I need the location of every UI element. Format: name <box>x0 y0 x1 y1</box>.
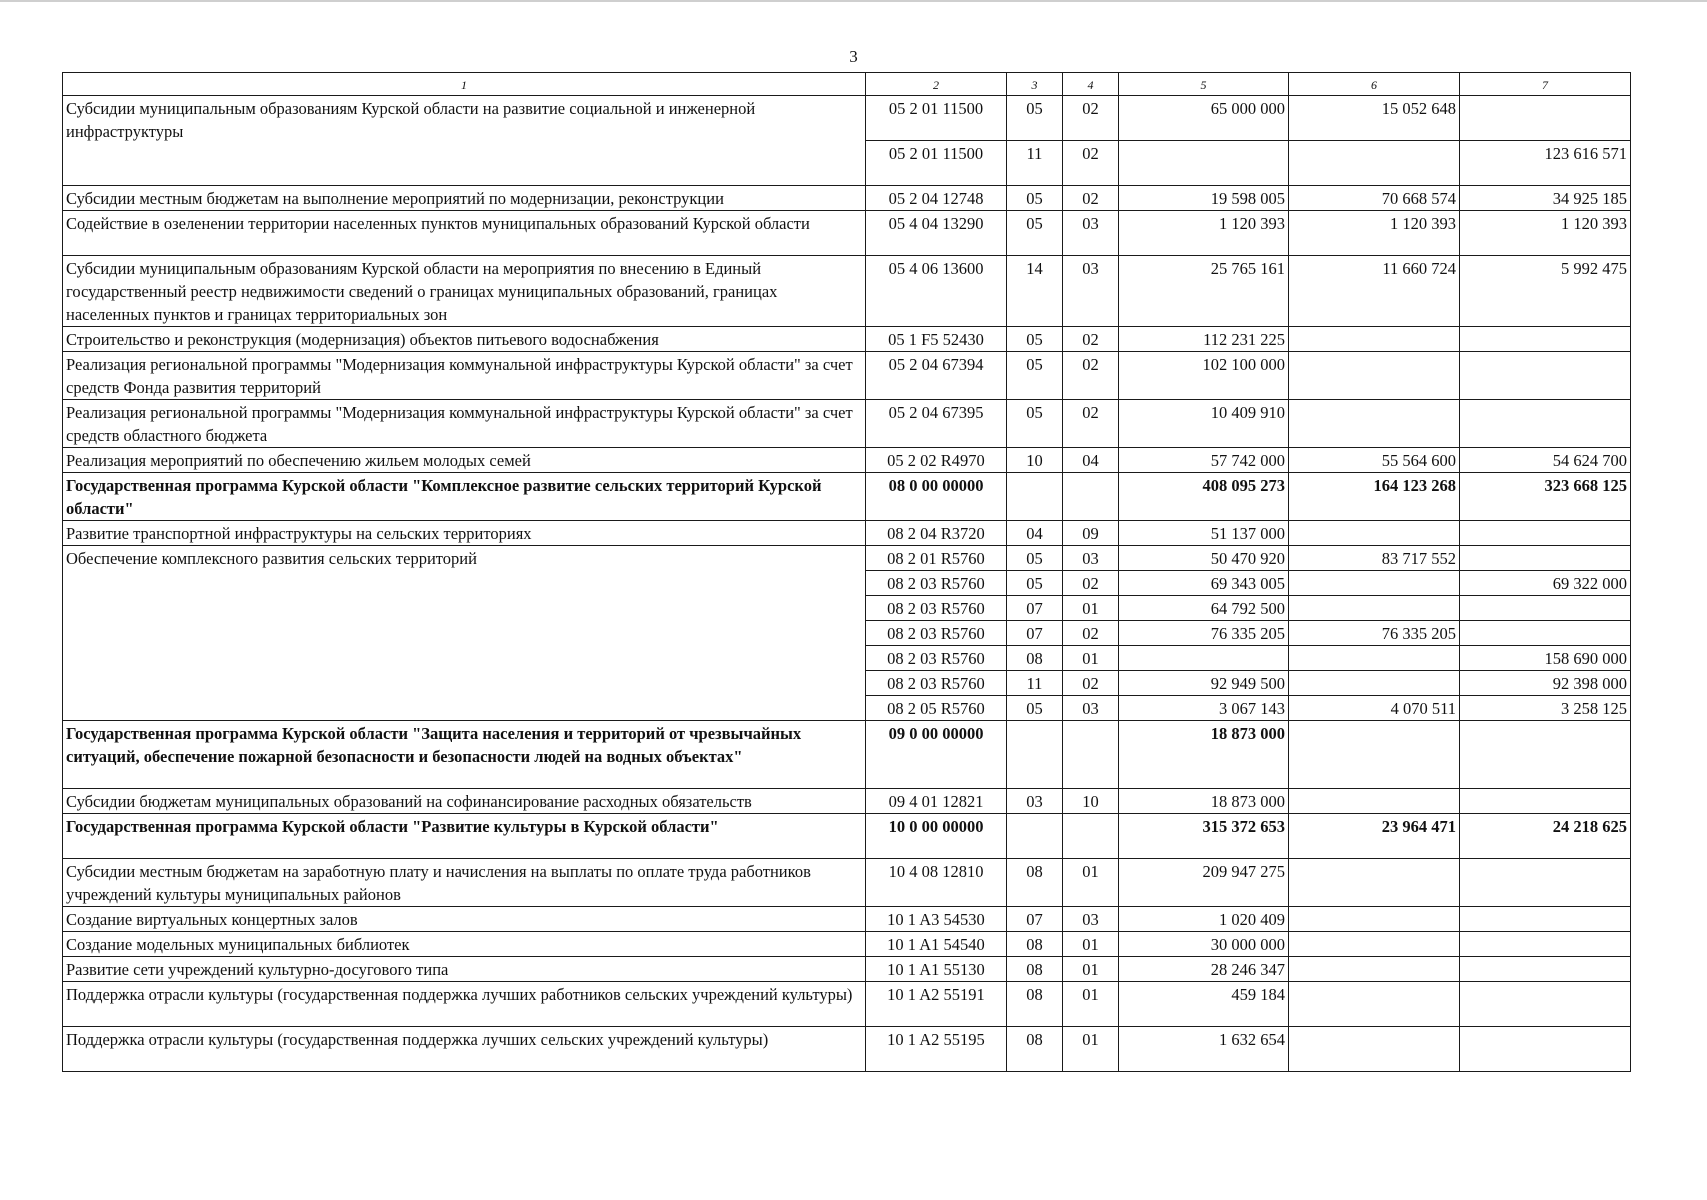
amount-col5-cell: 51 137 000 <box>1119 521 1289 546</box>
amount-col7-cell <box>1460 1027 1631 1072</box>
amount-col5-cell: 65 000 000 <box>1119 96 1289 141</box>
amount-col7-cell <box>1460 907 1631 932</box>
section-cell: 05 <box>1007 327 1063 352</box>
budget-code-cell: 08 2 03 R5760 <box>866 621 1007 646</box>
amount-col5-cell: 64 792 500 <box>1119 596 1289 621</box>
subsection-cell: 02 <box>1063 671 1119 696</box>
section-cell: 05 <box>1007 211 1063 256</box>
budget-code-cell: 05 4 06 13600 <box>866 256 1007 327</box>
description-cell: Государственная программа Курской области "Развитие культуры в Курской области" <box>63 814 866 859</box>
amount-col5-cell: 18 873 000 <box>1119 721 1289 789</box>
amount-col6-cell: 15 052 648 <box>1289 96 1460 141</box>
section-cell: 05 <box>1007 400 1063 448</box>
description-cell: Развитие транспортной инфраструктуры на сельских территориях <box>63 521 866 546</box>
subsection-cell: 02 <box>1063 141 1119 186</box>
budget-code-cell: 10 1 A2 55195 <box>866 1027 1007 1072</box>
amount-col7-cell <box>1460 596 1631 621</box>
budget-code-cell: 05 2 04 67395 <box>866 400 1007 448</box>
amount-col5-cell: 315 372 653 <box>1119 814 1289 859</box>
amount-col5-cell: 69 343 005 <box>1119 571 1289 596</box>
amount-col6-cell <box>1289 859 1460 907</box>
amount-col7-cell <box>1460 521 1631 546</box>
budget-code-cell: 05 2 04 12748 <box>866 186 1007 211</box>
amount-col5-cell: 76 335 205 <box>1119 621 1289 646</box>
budget-code-cell: 05 1 F5 52430 <box>866 327 1007 352</box>
budget-code-cell: 10 1 A3 54530 <box>866 907 1007 932</box>
budget-code-cell: 05 2 01 11500 <box>866 141 1007 186</box>
amount-col5-cell: 30 000 000 <box>1119 932 1289 957</box>
description-cell: Развитие сети учреждений культурно-досугового типа <box>63 957 866 982</box>
table-row <box>63 957 1631 982</box>
budget-code-cell: 08 0 00 00000 <box>866 473 1007 521</box>
budget-code-cell: 05 4 04 13290 <box>866 211 1007 256</box>
amount-col6-cell <box>1289 671 1460 696</box>
amount-col6-cell <box>1289 141 1460 186</box>
amount-col5-cell <box>1119 141 1289 186</box>
amount-col5-cell: 459 184 <box>1119 982 1289 1027</box>
column-header: 2 <box>866 73 1007 96</box>
section-cell: 07 <box>1007 907 1063 932</box>
table-row <box>63 982 1631 1027</box>
section-cell: 10 <box>1007 448 1063 473</box>
budget-code-cell: 05 2 02 R4970 <box>866 448 1007 473</box>
budget-code-cell: 08 2 01 R5760 <box>866 546 1007 571</box>
section-cell: 05 <box>1007 546 1063 571</box>
budget-code-cell: 08 2 03 R5760 <box>866 571 1007 596</box>
amount-col6-cell <box>1289 327 1460 352</box>
budget-code-cell: 08 2 05 R5760 <box>866 696 1007 721</box>
budget-code-cell: 10 1 A1 54540 <box>866 932 1007 957</box>
column-header: 5 <box>1119 73 1289 96</box>
amount-col5-cell: 28 246 347 <box>1119 957 1289 982</box>
amount-col7-cell <box>1460 789 1631 814</box>
table-row <box>63 96 1631 141</box>
section-cell: 08 <box>1007 982 1063 1027</box>
amount-col5-cell: 1 632 654 <box>1119 1027 1289 1072</box>
table-row <box>63 327 1631 352</box>
amount-col5-cell: 1 120 393 <box>1119 211 1289 256</box>
section-cell: 08 <box>1007 859 1063 907</box>
amount-col6-cell: 1 120 393 <box>1289 211 1460 256</box>
subsection-cell: 03 <box>1063 907 1119 932</box>
subsection-cell: 10 <box>1063 789 1119 814</box>
table-row <box>63 352 1631 400</box>
description-cell: Субсидии бюджетам муниципальных образований на софинансирование расходных обязательств <box>63 789 866 814</box>
section-cell: 05 <box>1007 571 1063 596</box>
amount-col7-cell <box>1460 546 1631 571</box>
subsection-cell <box>1063 473 1119 521</box>
amount-col7-cell: 92 398 000 <box>1460 671 1631 696</box>
table-row <box>63 932 1631 957</box>
section-cell: 05 <box>1007 96 1063 141</box>
subsection-cell: 02 <box>1063 352 1119 400</box>
amount-col7-cell: 69 322 000 <box>1460 571 1631 596</box>
section-cell: 03 <box>1007 789 1063 814</box>
column-header: 3 <box>1007 73 1063 96</box>
amount-col7-cell: 54 624 700 <box>1460 448 1631 473</box>
description-cell: Создание виртуальных концертных залов <box>63 907 866 932</box>
column-header: 7 <box>1460 73 1631 96</box>
section-cell: 08 <box>1007 957 1063 982</box>
amount-col5-cell: 102 100 000 <box>1119 352 1289 400</box>
description-cell: Реализация региональной программы "Модернизация коммунальной инфраструктуры Курской области" за счет средств областного бюджета <box>63 400 866 448</box>
amount-col5-cell: 92 949 500 <box>1119 671 1289 696</box>
amount-col7-cell <box>1460 621 1631 646</box>
section-cell <box>1007 814 1063 859</box>
section-cell: 07 <box>1007 621 1063 646</box>
subsection-cell: 03 <box>1063 211 1119 256</box>
description-cell: Государственная программа Курской области "Комплексное развитие сельских территорий Курской области" <box>63 473 866 521</box>
amount-col6-cell <box>1289 596 1460 621</box>
description-cell: Субсидии муниципальным образованиям Курской области на развитие социальной и инженерной инфраструктуры <box>63 96 866 186</box>
amount-col5-cell <box>1119 646 1289 671</box>
amount-col6-cell: 76 335 205 <box>1289 621 1460 646</box>
subsection-cell: 02 <box>1063 96 1119 141</box>
table-row <box>63 907 1631 932</box>
amount-col6-cell: 4 070 511 <box>1289 696 1460 721</box>
table-row <box>63 186 1631 211</box>
subsection-cell: 01 <box>1063 596 1119 621</box>
amount-col5-cell: 10 409 910 <box>1119 400 1289 448</box>
column-header: 1 <box>63 73 866 96</box>
budget-code-cell: 10 1 A2 55191 <box>866 982 1007 1027</box>
subsection-cell <box>1063 721 1119 789</box>
amount-col5-cell: 3 067 143 <box>1119 696 1289 721</box>
description-cell: Содействие в озеленении территории населенных пунктов муниципальных образований Курской области <box>63 211 866 256</box>
amount-col7-cell <box>1460 721 1631 789</box>
subsection-cell: 02 <box>1063 186 1119 211</box>
subsection-cell <box>1063 814 1119 859</box>
amount-col6-cell: 11 660 724 <box>1289 256 1460 327</box>
description-cell: Субсидии муниципальным образованиям Курской области на мероприятия по внесению в Единый государственный реестр недвижимости сведений о границах муниципальных образований, границах населенных пунктов и границах территориальных зон <box>63 256 866 327</box>
amount-col7-cell <box>1460 932 1631 957</box>
table-body <box>63 96 1631 1072</box>
budget-code-cell: 08 2 04 R3720 <box>866 521 1007 546</box>
amount-col7-cell: 1 120 393 <box>1460 211 1631 256</box>
table-row <box>63 521 1631 546</box>
subsection-cell: 01 <box>1063 646 1119 671</box>
budget-code-cell: 10 0 00 00000 <box>866 814 1007 859</box>
amount-col5-cell: 18 873 000 <box>1119 789 1289 814</box>
amount-col7-cell <box>1460 400 1631 448</box>
table-row <box>63 1027 1631 1072</box>
subsection-cell: 09 <box>1063 521 1119 546</box>
amount-col6-cell: 83 717 552 <box>1289 546 1460 571</box>
amount-col7-cell: 158 690 000 <box>1460 646 1631 671</box>
budget-code-cell: 08 2 03 R5760 <box>866 646 1007 671</box>
amount-col5-cell: 50 470 920 <box>1119 546 1289 571</box>
table-row <box>63 400 1631 448</box>
subsection-cell: 01 <box>1063 982 1119 1027</box>
table-row <box>63 721 1631 789</box>
page-number: 3 <box>849 47 858 66</box>
section-cell: 04 <box>1007 521 1063 546</box>
description-cell: Поддержка отрасли культуры (государственная поддержка лучших сельских учреждений культуры) <box>63 1027 866 1072</box>
amount-col6-cell <box>1289 521 1460 546</box>
section-cell: 05 <box>1007 186 1063 211</box>
amount-col6-cell <box>1289 957 1460 982</box>
budget-code-cell: 09 0 00 00000 <box>866 721 1007 789</box>
amount-col6-cell: 55 564 600 <box>1289 448 1460 473</box>
subsection-cell: 01 <box>1063 932 1119 957</box>
subsection-cell: 01 <box>1063 1027 1119 1072</box>
amount-col6-cell <box>1289 721 1460 789</box>
description-cell: Реализация мероприятий по обеспечению жильем молодых семей <box>63 448 866 473</box>
subsection-cell: 03 <box>1063 546 1119 571</box>
amount-col7-cell <box>1460 859 1631 907</box>
amount-col7-cell <box>1460 982 1631 1027</box>
amount-col7-cell: 34 925 185 <box>1460 186 1631 211</box>
column-number-row <box>63 73 1631 96</box>
amount-col6-cell: 70 668 574 <box>1289 186 1460 211</box>
section-cell: 05 <box>1007 352 1063 400</box>
amount-col7-cell: 123 616 571 <box>1460 141 1631 186</box>
budget-code-cell: 08 2 03 R5760 <box>866 671 1007 696</box>
description-cell: Субсидии местным бюджетам на заработную плату и начисления на выплаты по оплате труда работников учреждений культуры муниципальных районов <box>63 859 866 907</box>
description-cell: Обеспечение комплексного развития сельских территорий <box>63 546 866 721</box>
amount-col5-cell: 112 231 225 <box>1119 327 1289 352</box>
section-cell <box>1007 473 1063 521</box>
column-header: 4 <box>1063 73 1119 96</box>
amount-col6-cell: 23 964 471 <box>1289 814 1460 859</box>
amount-col7-cell: 323 668 125 <box>1460 473 1631 521</box>
table-row <box>63 473 1631 521</box>
amount-col5-cell: 1 020 409 <box>1119 907 1289 932</box>
table-row <box>63 814 1631 859</box>
budget-code-cell: 09 4 01 12821 <box>866 789 1007 814</box>
amount-col6-cell <box>1289 400 1460 448</box>
section-cell: 08 <box>1007 646 1063 671</box>
section-cell: 11 <box>1007 671 1063 696</box>
description-cell: Строительство и реконструкция (модернизация) объектов питьевого водоснабжения <box>63 327 866 352</box>
subsection-cell: 02 <box>1063 327 1119 352</box>
amount-col6-cell <box>1289 571 1460 596</box>
amount-col5-cell: 57 742 000 <box>1119 448 1289 473</box>
amount-col7-cell <box>1460 96 1631 141</box>
amount-col6-cell <box>1289 982 1460 1027</box>
section-cell: 08 <box>1007 932 1063 957</box>
amount-col5-cell: 209 947 275 <box>1119 859 1289 907</box>
amount-col6-cell <box>1289 932 1460 957</box>
section-cell: 08 <box>1007 1027 1063 1072</box>
subsection-cell: 02 <box>1063 571 1119 596</box>
amount-col7-cell: 3 258 125 <box>1460 696 1631 721</box>
description-cell: Реализация региональной программы "Модернизация коммунальной инфраструктуры Курской области" за счет средств Фонда развития территорий <box>63 352 866 400</box>
amount-col5-cell: 408 095 273 <box>1119 473 1289 521</box>
subsection-cell: 03 <box>1063 696 1119 721</box>
budget-code-cell: 05 2 04 67394 <box>866 352 1007 400</box>
description-cell: Создание модельных муниципальных библиотек <box>63 932 866 957</box>
budget-code-cell: 05 2 01 11500 <box>866 96 1007 141</box>
section-cell: 05 <box>1007 696 1063 721</box>
section-cell: 07 <box>1007 596 1063 621</box>
subsection-cell: 04 <box>1063 448 1119 473</box>
amount-col7-cell <box>1460 957 1631 982</box>
section-cell: 11 <box>1007 141 1063 186</box>
subsection-cell: 02 <box>1063 400 1119 448</box>
amount-col7-cell <box>1460 327 1631 352</box>
description-cell: Поддержка отрасли культуры (государственная поддержка лучших работников сельских учреждений культуры) <box>63 982 866 1027</box>
table-row <box>63 448 1631 473</box>
section-cell <box>1007 721 1063 789</box>
description-cell: Субсидии местным бюджетам на выполнение мероприятий по модернизации, реконструкции <box>63 186 866 211</box>
amount-col6-cell <box>1289 1027 1460 1072</box>
amount-col7-cell: 5 992 475 <box>1460 256 1631 327</box>
budget-code-cell: 10 1 A1 55130 <box>866 957 1007 982</box>
amount-col6-cell <box>1289 352 1460 400</box>
table-row <box>63 859 1631 907</box>
section-cell: 14 <box>1007 256 1063 327</box>
description-cell: Государственная программа Курской области "Защита населения и территорий от чрезвычайных ситуаций, обеспечение пожарной безопасности и безопасности людей на водных объектах" <box>63 721 866 789</box>
table-row <box>63 789 1631 814</box>
subsection-cell: 01 <box>1063 859 1119 907</box>
amount-col7-cell <box>1460 352 1631 400</box>
amount-col5-cell: 25 765 161 <box>1119 256 1289 327</box>
table-row <box>63 546 1631 571</box>
subsection-cell: 01 <box>1063 957 1119 982</box>
amount-col5-cell: 19 598 005 <box>1119 186 1289 211</box>
amount-col6-cell <box>1289 907 1460 932</box>
subsection-cell: 02 <box>1063 621 1119 646</box>
amount-col6-cell <box>1289 646 1460 671</box>
subsection-cell: 03 <box>1063 256 1119 327</box>
amount-col6-cell <box>1289 789 1460 814</box>
column-header: 6 <box>1289 73 1460 96</box>
budget-code-cell: 10 4 08 12810 <box>866 859 1007 907</box>
amount-col7-cell: 24 218 625 <box>1460 814 1631 859</box>
table-row <box>63 256 1631 327</box>
scan-edge <box>0 0 1707 2</box>
amount-col6-cell: 164 123 268 <box>1289 473 1460 521</box>
table-row <box>63 211 1631 256</box>
budget-code-cell: 08 2 03 R5760 <box>866 596 1007 621</box>
budget-table <box>62 72 1631 1072</box>
